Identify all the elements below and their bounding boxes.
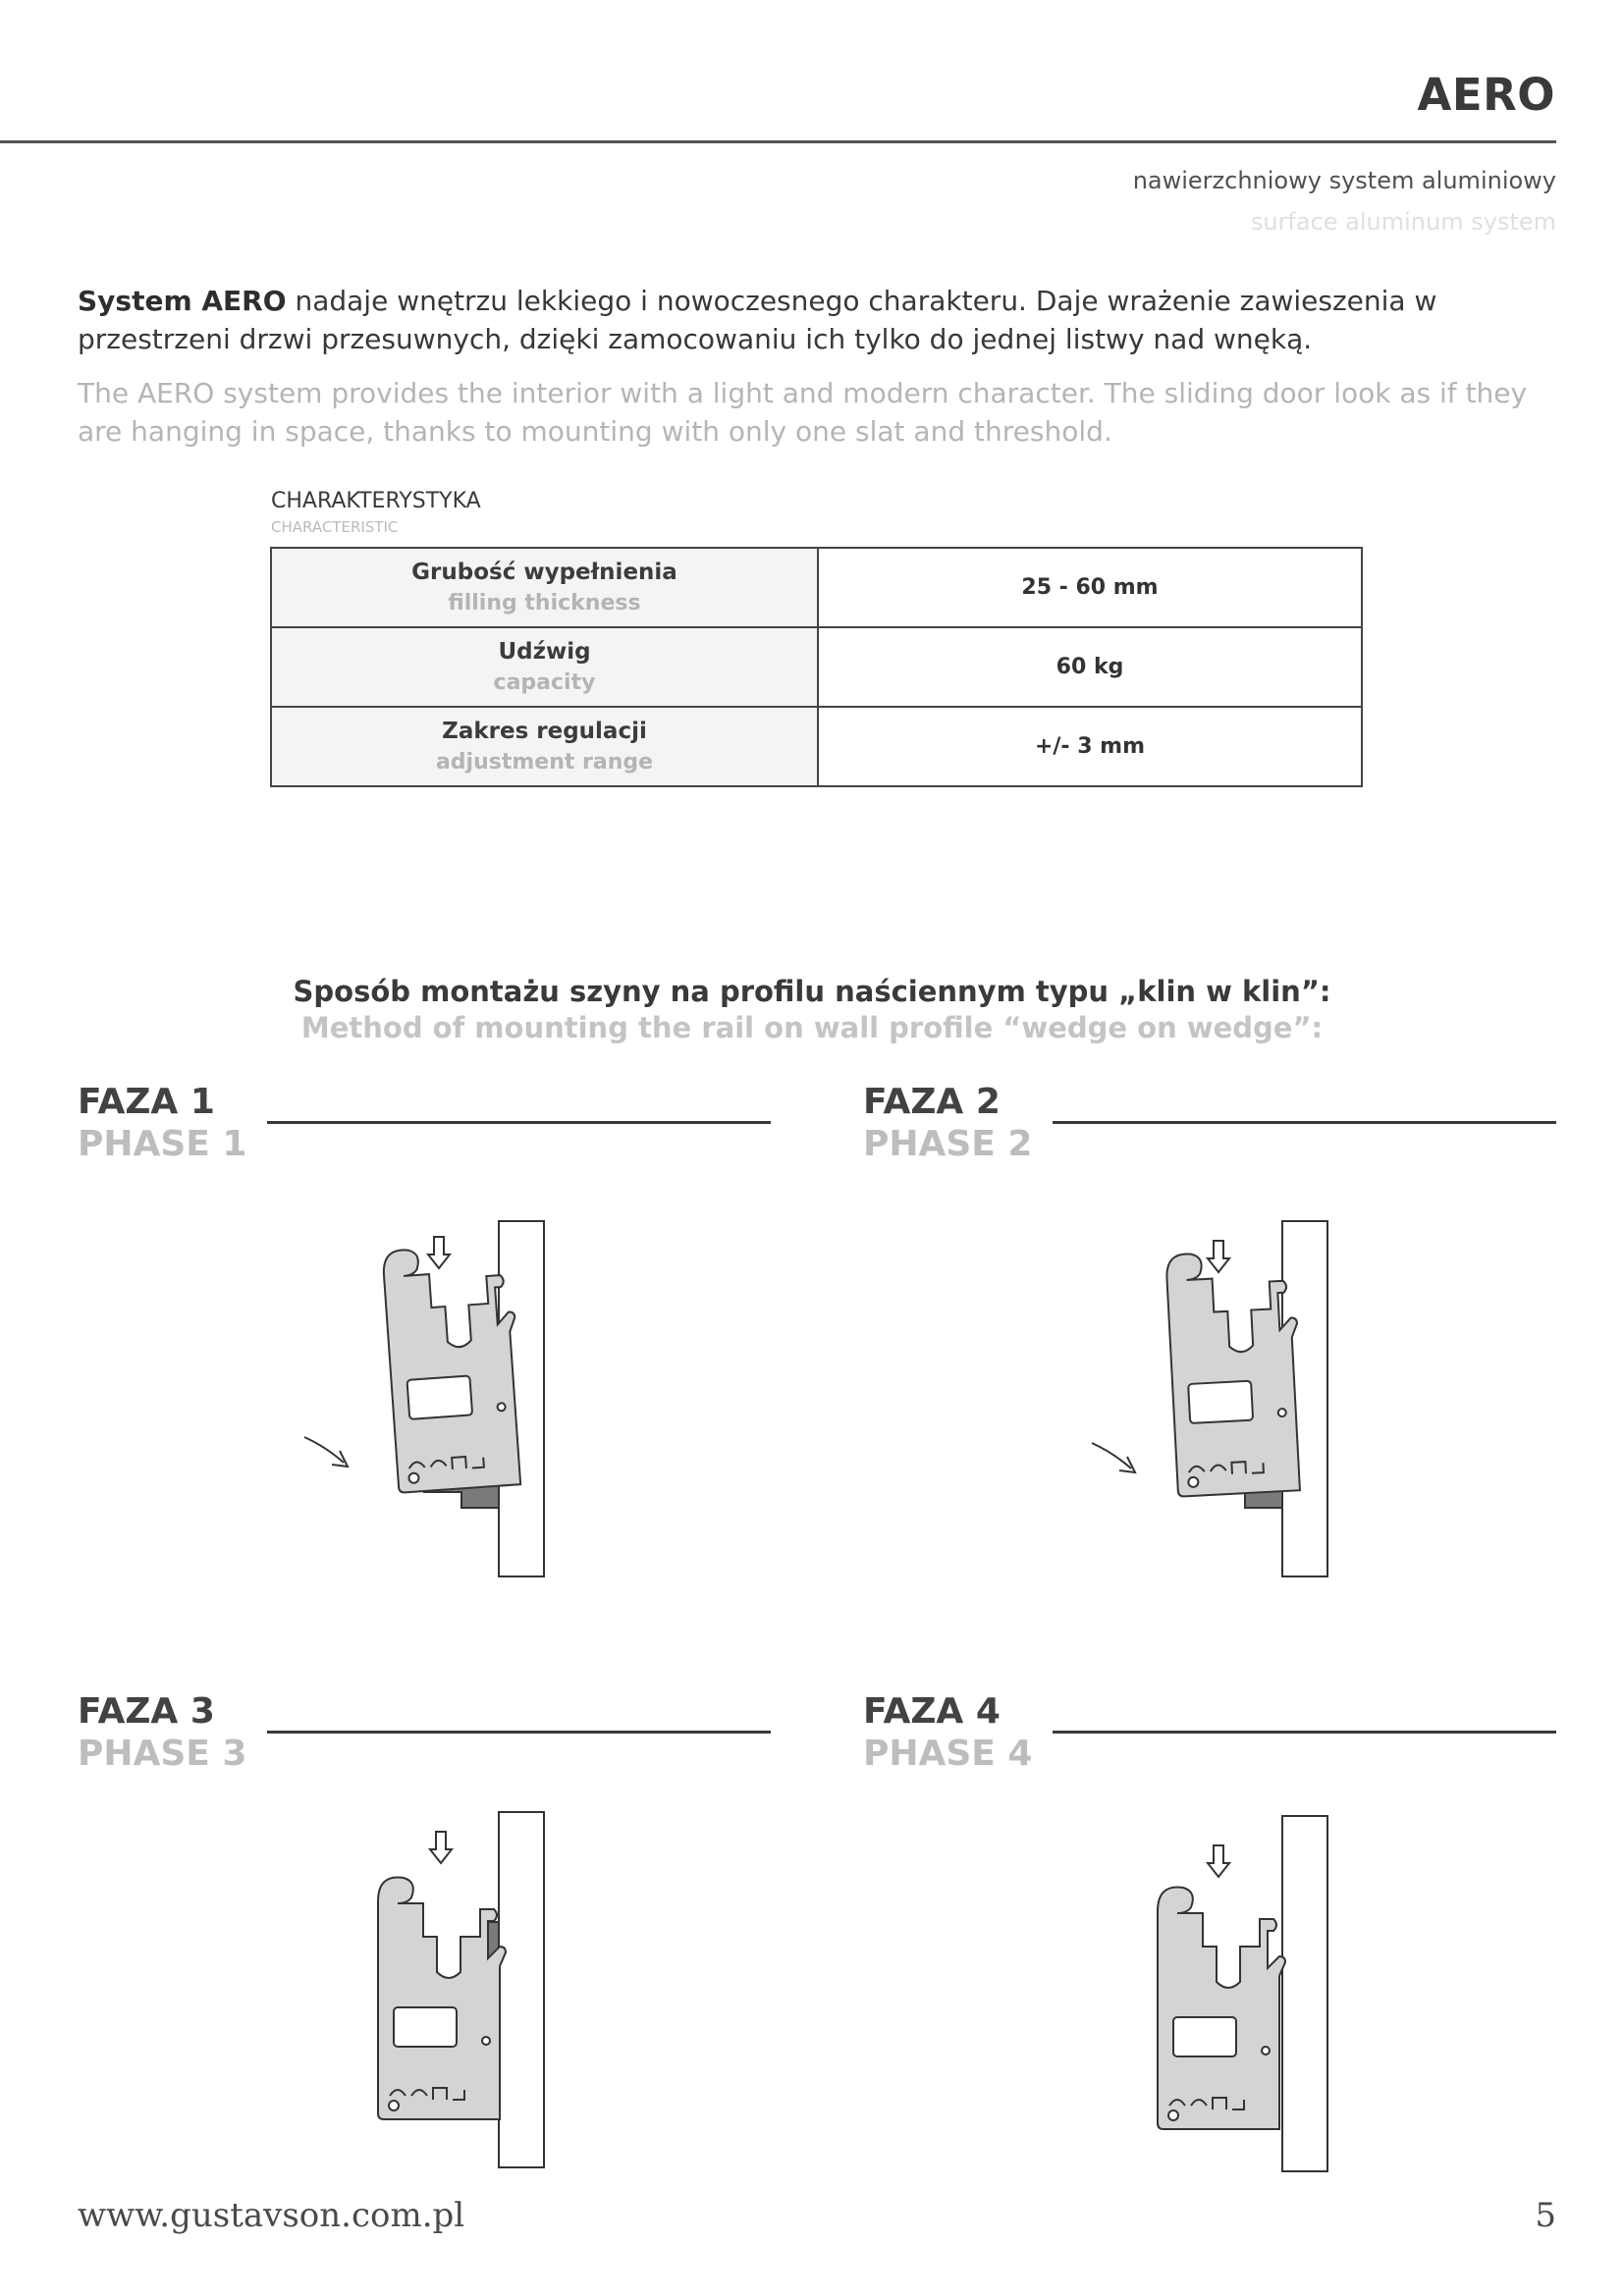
label-en: capacity	[493, 669, 596, 695]
table-value-cell: +/- 3 mm	[818, 707, 1362, 786]
subtitle-en: surface aluminum system	[1250, 208, 1556, 236]
table-value-cell: 25 - 60 mm	[818, 548, 1362, 627]
label-en: adjustment range	[435, 749, 654, 774]
intro-text-pl: nadaje wnętrzu lekkiego i nowoczesnego charakteru. Daje wrażenie zawieszenia w przestrzeni drzwi przesuwnych, dzięki zamocowaniu ich tylko do jednej listwy nad wnęką.	[78, 285, 1437, 355]
intro-paragraph-en: The AERO system provides the interior with a light and modern character. The sliding door look as if they are hanging in space, thanks to mounting with only one slat and threshold.	[78, 377, 1528, 448]
phase-4-diagram	[863, 1691, 1560, 2221]
phase-4-title: FAZA 4	[863, 1691, 1001, 1732]
table-row	[271, 627, 1362, 707]
footer-website-link[interactable]: www.gustavson.com.pl	[78, 2196, 465, 2235]
characteristic-subtitle: CHARACTERISTIC	[271, 518, 399, 536]
phase-3-title: FAZA 3	[78, 1691, 215, 1732]
phase-2-diagram	[863, 1082, 1560, 1612]
characteristic-title: CHARAKTERYSTYKA	[271, 489, 481, 513]
phase-2-subtitle: PHASE 2	[863, 1124, 1033, 1164]
label-pl: Grubość wypełnienia	[411, 559, 677, 585]
mounting-heading-en: Method of mounting the rail on wall profile “wedge on wedge”:	[300, 1011, 1324, 1044]
phase-3-diagram	[78, 1691, 775, 2221]
phase-1-subtitle: PHASE 1	[78, 1124, 247, 1164]
phase-3-section	[78, 1691, 775, 2221]
table-row	[271, 548, 1362, 627]
table-row	[271, 707, 1362, 786]
table-label-cell	[271, 707, 818, 786]
intro-paragraph-pl	[78, 282, 1557, 358]
table-value-cell: 60 kg	[818, 627, 1362, 707]
table-label-cell	[271, 548, 818, 627]
characteristic-table	[270, 547, 1363, 787]
phase-1-diagram	[78, 1082, 775, 1612]
intro-bold-lead: System AERO	[78, 285, 287, 317]
phase-1-section	[78, 1082, 775, 1612]
label-pl: Zakres regulacji	[442, 718, 647, 744]
subtitle-pl: nawierzchniowy system aluminiowy	[1132, 167, 1556, 194]
phase-4-section	[863, 1691, 1560, 2221]
phase-4-subtitle: PHASE 4	[863, 1734, 1033, 1774]
mounting-heading-pl: Sposób montażu szyny na profilu naściennym typu „klin w klin”:	[293, 975, 1331, 1008]
page-number: 5	[1535, 2196, 1556, 2235]
phase-1-title: FAZA 1	[78, 1082, 215, 1122]
header-divider	[0, 140, 1556, 143]
phase-3-subtitle: PHASE 3	[78, 1734, 247, 1774]
label-en: filling thickness	[448, 590, 641, 615]
phase-2-section	[863, 1082, 1560, 1612]
brand-title: AERO	[1417, 69, 1555, 121]
label-pl: Udźwig	[498, 638, 591, 665]
phase-2-title: FAZA 2	[863, 1082, 1001, 1122]
table-label-cell	[271, 627, 818, 707]
